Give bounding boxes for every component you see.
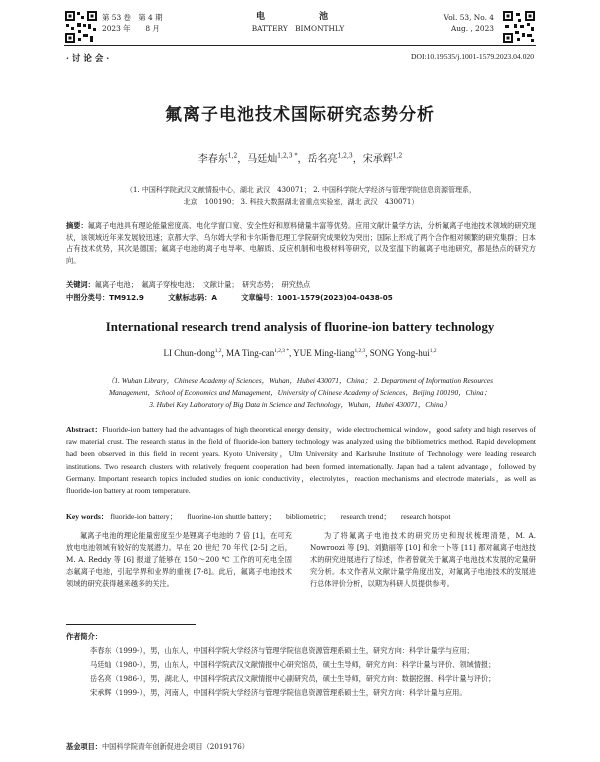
abstract-en <box>66 424 536 497</box>
body-column-right: 为了将氟离子电池技术的研究历史和现状梳理清楚，M. A. Nowroozi 等 [9]、刘勤丽等 [10] 和余一卜等 [11] 都对氟离子电池技术的研究进展进行了综述，作者曾就关于氟离子电池技术发展的定量研究分析。本文作者从文献计量学角度出发，对氟离子电池技术的发展进行总体评价分析，以期为科研人员提供参考。 <box>310 531 536 588</box>
affiliation-line: （1. 中国科学院武汉文献情报中心，湖北 武汉 430071； 2. 中国科学院大学经济与管理学院信息资源管理系， <box>126 186 476 194</box>
author-note: 马廷灿（1980-），男，山东人，中国科学院武汉文献情报中心研究馆员，硕士生导师，研究方向：科学计量与评价、领域情报； <box>90 660 496 669</box>
fund-label: 基金项目： <box>66 742 102 751</box>
affiliation-line: Management，School of Economics and Management，University of Chinese Academy of Sciences，Beijing 100190，China； <box>108 388 492 397</box>
running-header <box>102 12 494 42</box>
journal-name-cn: 电 池 <box>255 12 340 22</box>
year-month-cn: 2023 年 8 月 <box>102 24 160 33</box>
keywords-cn <box>66 280 536 290</box>
keyword: research trend； <box>340 512 391 521</box>
fund-info <box>66 742 536 752</box>
abstract-cn <box>66 220 536 266</box>
keyword: fluoride-ion battery； <box>110 512 178 521</box>
header-rule <box>64 45 536 46</box>
keyword: bibliometric； <box>285 512 331 521</box>
author-note <box>66 630 536 644</box>
title-cn: 氟离子电池技术国际研究态势分析 <box>165 105 435 125</box>
author-cn: 马廷灿$^{1,2,3 *}$ <box>247 152 298 165</box>
authors-en: LI Chun-dong$^{1,2}$, MA Ting-can$^{1,2,3 *}$, YUE Ming-liang$^{1,2,3}$, SONG Yong-hui$^{1,2}$ <box>163 348 437 358</box>
author-cn: 李春东$^{1,2}$ <box>197 152 238 165</box>
body-column-left: 氟离子电池的理论能量密度至少是锂离子电池的 7 倍 [1]，在可充放电电池领域有较好的发展潜力。早在 20 世纪 70 年代 [2-5] 之后，M. A. Reddy 等 [6] 报道了能够在 150～200 ℃ 工作的可充电全固态氟离子电池，引起学界和业界的重视 [7-8]。此后，氟离子电池技术领域的研究获得越来越多的关注。 <box>66 531 292 588</box>
section-tag: · 讨 论 会 · <box>66 54 110 64</box>
abstract-text: 氟离子电池具有理论能量密度高、电化学窗口宽、安全性好和原料储量丰富等优势。应用文献计量学方法，分析氟离子电池技术领域的研究现状，该领域近年来发展较迅速；京都大学、乌尔姆大学和卡尔斯鲁厄理工学院研究成果较为突出；国际上形成了两个合作相对频繁的研究集群；日本占有技术优势，其次是德国；氟离子电池的离子电导率、电解质、反应机制和电极材料等研究，以及室温下的氟离子电池研究，都是热点的研究方向。 <box>66 221 536 265</box>
affiliation-line: （1. Wuhan Library，Chinese Academy of Sciences，Wuhan，Hubei 430071，China； 2. Department of Information Resources <box>106 376 494 385</box>
keyword: fluorine-ion shuttle battery； <box>187 512 277 521</box>
notes-label: 作者简介： <box>66 632 102 641</box>
qr-code-icon <box>502 10 536 44</box>
author-cn: 宋承辉$^{1,2}$ <box>362 152 403 165</box>
abstract-label: 摘要： <box>66 221 88 230</box>
clc-number: 中图分类号：TM912.9 <box>66 293 144 302</box>
keywords-label: 关键词： <box>66 280 95 289</box>
volume-issue-cn: 第 53 卷 第 4 期 <box>102 13 163 22</box>
affiliation-line: 北京 100190； 3. 科技大数据湖北省重点实验室，湖北 武汉 430071） <box>183 198 419 206</box>
title-en: International research trend analysis of fluorine-ion battery technology <box>105 320 495 334</box>
volume-issue-en: Vol. 53, No. 4 <box>443 13 494 22</box>
authors-cn: 李春东$^{1,2}$，马廷灿$^{1,2,3 *}$，岳名亮$^{1,2,3}$，宋承辉$^{1,2}$ <box>197 152 403 165</box>
affiliations-en <box>80 375 520 411</box>
affiliations-cn <box>96 184 506 208</box>
author-en: MA Ting-can$^{1,2,3 *}$ <box>225 348 290 358</box>
keywords-text: 氟离子电池； 氟离子穿梭电池； 文献计量； 研究态势； 研究热点 <box>94 280 311 289</box>
article-number: 文章编号：1001-1579(2023)04-0438-05 <box>241 293 393 302</box>
keywords-label: Key words： <box>66 512 109 521</box>
keywords-en <box>66 511 536 522</box>
abstract-text: Fluoride-ion battery had the advantages of high theoretical energy density，wide electrochemical window，good safety and high reserves of raw material crust. The research status in the field of fluoride-ion battery technology was analyzed using the bibliometrics method. Rapid development had been observed in this field in recent years. Kyoto University，Ulm University and Karlsruhe Institute of Technology were leading research institutions. Two research clusters with relatively frequent cooperation had been formed internationally. Japan had a talent advantage，followed by Germany. Important research topics included studies on ionic conductivity，electrolytes，reaction mechanisms and electrode materials，as well as fluoride-ion battery at room temperature. <box>66 425 536 496</box>
abstract-label: Abstract： <box>66 425 103 434</box>
author-note: 宋承辉（1999-），男，河南人，中国科学院大学经济与管理学院信息资源管理系硕士生，研究方向：科学计量与应用。 <box>90 688 467 697</box>
keyword: research hotspot <box>400 512 451 521</box>
document-code: 文献标志码：A <box>168 293 217 302</box>
date-en: Aug. , 2023 <box>450 24 494 33</box>
qr-code-icon <box>64 10 98 44</box>
journal-name-en: BATTERY BIMONTHLY <box>251 24 345 33</box>
classification-meta <box>66 293 536 303</box>
author-en: SONG Yong-hui$^{1,2}$ <box>369 348 437 358</box>
fund-text: 中国科学院青年创新促进会项目（2019176） <box>101 742 249 751</box>
author-note: 岳名亮（1986-），男，湖北人，中国科学院武汉文献情报中心副研究员，硕士生导师，研究方向：数据挖掘、科学计量与评价； <box>90 674 496 683</box>
doi: DOI:10.19535/j.1001-1579.2023.04.020 <box>411 52 534 61</box>
footnote-rule <box>66 624 196 625</box>
author-en: LI Chun-dong$^{1,2}$ <box>163 348 222 358</box>
author-note: 李春东（1999-），男，山东人，中国科学院大学经济与管理学院信息资源管理系硕士生，研究方向：科学计量学与应用； <box>90 646 474 655</box>
author-cn: 岳名亮$^{1,2,3}$ <box>307 152 353 165</box>
author-notes <box>66 630 536 700</box>
affiliation-line: 3. Hubei Key Laboratory of Big Data in Science and Technology，Wuhan，Hubei 430071，China） <box>149 400 451 409</box>
author-en: YUE Ming-liang$^{1,2,3}$ <box>293 348 366 358</box>
